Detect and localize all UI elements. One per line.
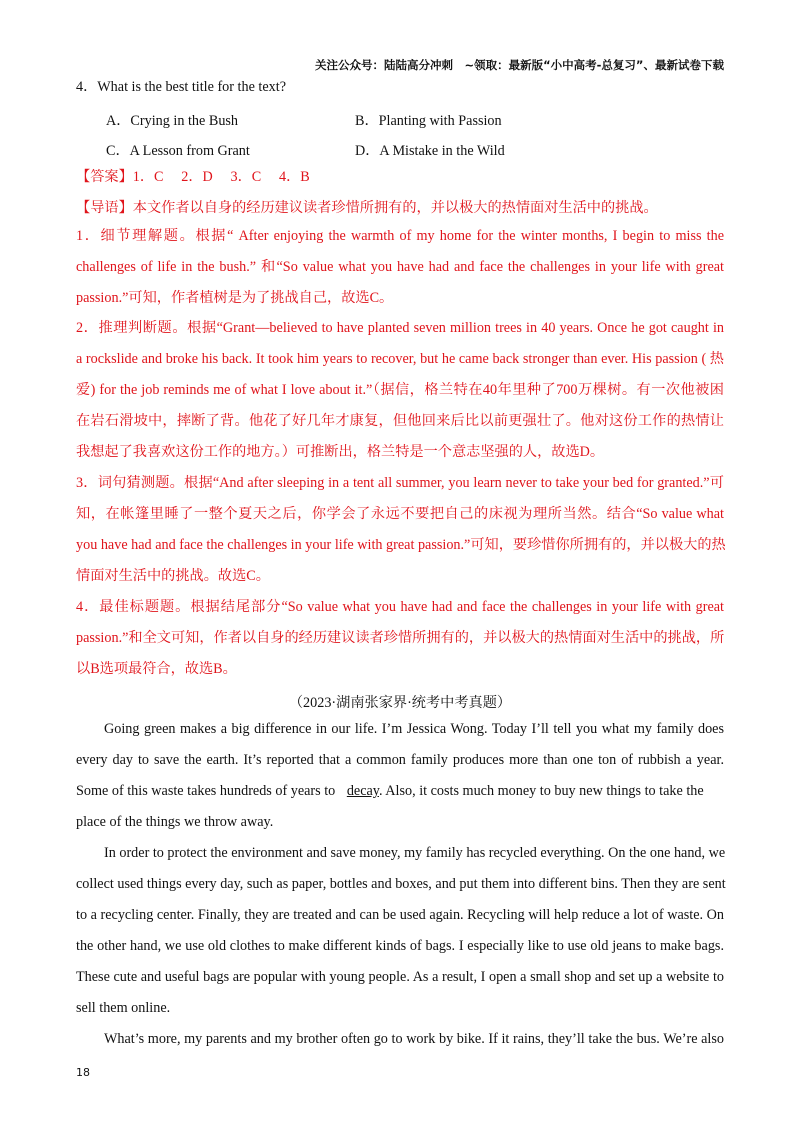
underlined-word: decay bbox=[346, 783, 379, 799]
explanation-line: 我想起了我喜欢这份工作的地方。）可推断出，格兰特是一个意志坚强的人，故选D。 bbox=[76, 444, 605, 460]
passage-text: Some of this waste takes hundreds of years to bbox=[76, 783, 339, 799]
option-a: A．Crying in the Bush bbox=[106, 113, 239, 129]
source-line: （2023·湖南张家界·统考中考真题） bbox=[288, 695, 512, 711]
page-header: 关注公众号：陆陆高分冲刺 ~领取：最新版“小中高考-总复习”、最新试卷下载 bbox=[314, 58, 724, 72]
option-c: C．A Lesson from Grant bbox=[106, 143, 250, 159]
passage-line: collect used things every day, such as paper, bottles and boxes, and put them into different bins. Then they are sent bbox=[76, 876, 726, 892]
passage-line: sell them online. bbox=[76, 1000, 171, 1016]
option-b: B．Planting with Passion bbox=[355, 113, 502, 129]
explanation-line: 在岩石滑坡中，摔断了背。他花了好几年才康复，但他回来后比以前更强壮了。他对这份工作的热情让 bbox=[76, 413, 724, 429]
explanation-line: a rockslide and broke his back. It took him years to recover, but he came back stronger than ever. His passion ( 热 bbox=[76, 351, 724, 367]
passage-line: every day to save the earth. It’s reported that a common family produces more than one ton of rubbish a year. bbox=[76, 752, 724, 768]
passage-line: What’s more, my parents and my brother often go to work by bike. If it rains, they’ll take the bus. We’re also bbox=[104, 1031, 724, 1047]
explanation-line: 情面对生活中的挑战。故选C。 bbox=[76, 568, 270, 584]
explanation-line: 1．细节理解题。根据“ After enjoying the warmth of my home for the winter months, I begin to miss the bbox=[76, 228, 724, 244]
option-d: D．A Mistake in the Wild bbox=[355, 143, 505, 159]
passage-text: . Also, it costs much money to buy new things to take the bbox=[378, 783, 704, 799]
explanation-line: 3．词句猜测题。根据“And after sleeping in a tent all summer, you learn never to take your bed for granted.”可 bbox=[76, 475, 724, 491]
page-number: 18 bbox=[76, 1066, 90, 1079]
explanation-line: challenges of life in the bush.” 和“So value what you have had and face the challenges in your life with great bbox=[76, 259, 724, 275]
explanation-line: 4．最佳标题题。根据结尾部分“So value what you have had and face the challenges in your life with great bbox=[76, 599, 724, 615]
answer-line: 【答案】1．C 2．D 3．C 4．B bbox=[76, 169, 310, 185]
passage-line bbox=[76, 784, 724, 798]
explanation-line: 知，在帐篷里睡了一整个夏天之后，你学会了永远不要把自己的床视为理所当然。结合“So value what bbox=[76, 506, 724, 522]
passage-line: the other hand, we use old clothes to make different kinds of bags. I especially like to use old jeans to make bags. bbox=[76, 938, 724, 954]
explanation-line: 2．推理判断题。根据“Grant—believed to have planted seven million trees in 40 years. Once he got caught in bbox=[76, 320, 724, 336]
passage-line: Going green makes a big difference in our life. I’m Jessica Wong. Today I’ll tell you what my family does bbox=[104, 721, 724, 737]
passage-line: In order to protect the environment and save money, my family has recycled everything. On the one hand, we bbox=[104, 845, 726, 861]
passage-line: These cute and useful bags are popular with young people. As a result, I open a small shop and set up a website to bbox=[76, 969, 724, 985]
explanation-line: passion.”可知，作者植树是为了挑战自己，故选C。 bbox=[76, 290, 394, 306]
explanation-line: 爱) for the job reminds me of what I love about it.”（据信，格兰特在40年里种了700万棵树。有一次他被困 bbox=[76, 382, 724, 398]
question-stem: 4．What is the best title for the text? bbox=[76, 79, 286, 95]
passage-line: to a recycling center. Finally, they are treated and can be used again. Recycling will help reduce a lot of waste. On bbox=[76, 907, 724, 923]
explanation-line: you have had and face the challenges in your life with great passion.”可知，要珍惜你所拥有的，并以极大的热 bbox=[76, 537, 726, 553]
explanation-line: passion.”和全文可知，作者以自身的经历建议读者珍惜所拥有的，并以极大的热情面对生活中的挑战，所 bbox=[76, 630, 725, 646]
guide-line: 【导语】本文作者以自身的经历建议读者珍惜所拥有的，并以极大的热情面对生活中的挑战。 bbox=[76, 200, 658, 216]
passage-line: place of the things we throw away. bbox=[76, 814, 274, 830]
explanation-line: 以B选项最符合，故选B。 bbox=[76, 661, 237, 677]
